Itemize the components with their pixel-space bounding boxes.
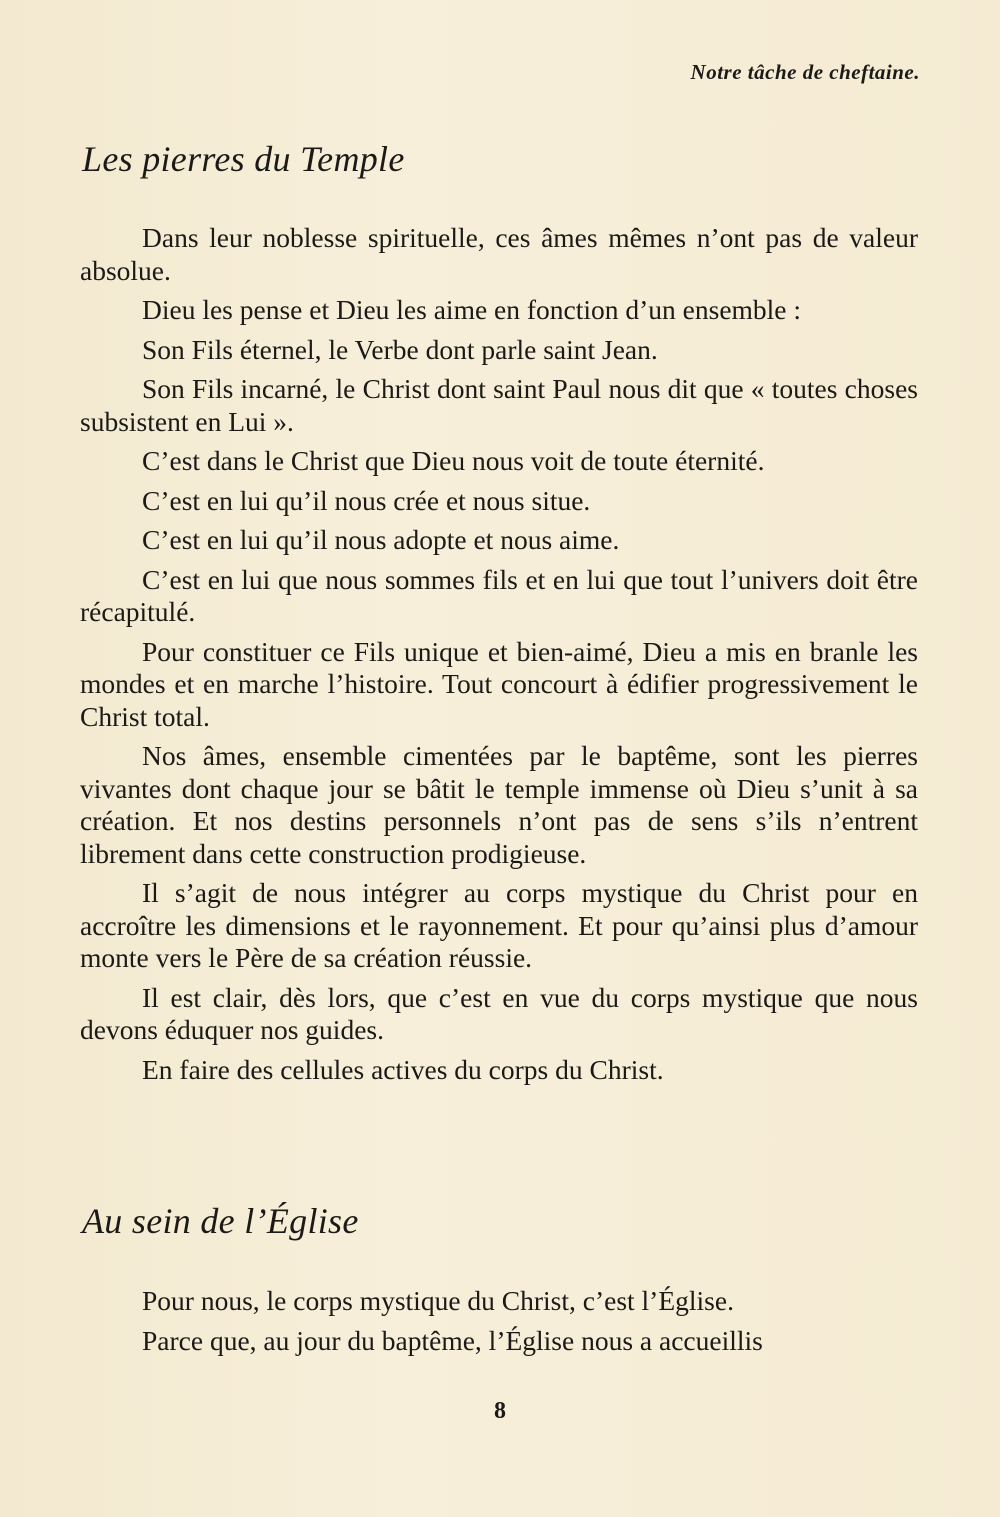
section-body (80, 222, 918, 1093)
paragraph: Son Fils éternel, le Verbe dont parle saint Jean. (142, 333, 658, 365)
paragraph: Il est clair, dès lors, que c’est en vue du corps mystique que nous devons éduquer nos guides. (80, 981, 918, 1045)
section-title: Au sein de l’Église (82, 1201, 359, 1241)
paragraph: Dans leur noblesse spirituelle, ces âmes mêmes n’ont pas de valeur absolue. (80, 222, 918, 286)
paragraph: En faire des cellules actives du corps du Christ. (142, 1053, 664, 1085)
paragraph: Pour constituer ce Fils unique et bien-aimé, Dieu a mis en branle les mondes et en marche l’histoire. Tout concourt à édifier progressivement le Christ total. (80, 635, 918, 732)
paragraph: Son Fils incarné, le Christ dont saint Paul nous dit que « toutes choses subsistent en Lui ». (80, 373, 918, 437)
paragraph: Nos âmes, ensemble cimentées par le baptême, sont les pierres vivantes dont chaque jour se bâtit le temple immense où Dieu s’unit à sa création. Et nos destins personnels n’ont pas de sens s’ils n’entrent librement dans cette construction prodigieuse. (80, 740, 918, 869)
paragraph: C’est dans le Christ que Dieu nous voit de toute éternité. (142, 445, 765, 476)
paragraph: C’est en lui qu’il nous adopte et nous aime. (142, 524, 620, 555)
running-head: Notre tâche de cheftaine. (690, 60, 920, 84)
section-body (80, 1285, 918, 1364)
section-title: Les pierres du Temple (82, 139, 405, 179)
paragraph: Il s’agit de nous intégrer au corps mystique du Christ pour en accroître les dimensions et le rayonnement. Et pour qu’ainsi plus d’amour monte vers le Père de sa création réussie. (80, 877, 918, 973)
paragraph: Dieu les pense et Dieu les aime en fonction d’un ensemble : (142, 294, 802, 325)
paragraph: Pour nous, le corps mystique du Christ, c’est l’Église. (142, 1285, 734, 1316)
paragraph: C’est en lui qu’il nous crée et nous situe. (142, 484, 591, 516)
paragraph: C’est en lui que nous sommes fils et en lui que tout l’univers doit être récapitulé. (80, 563, 918, 627)
paragraph: Parce que, au jour du baptême, l’Église nous a accueillis (142, 1324, 763, 1356)
page-number: 8 (494, 1398, 506, 1424)
